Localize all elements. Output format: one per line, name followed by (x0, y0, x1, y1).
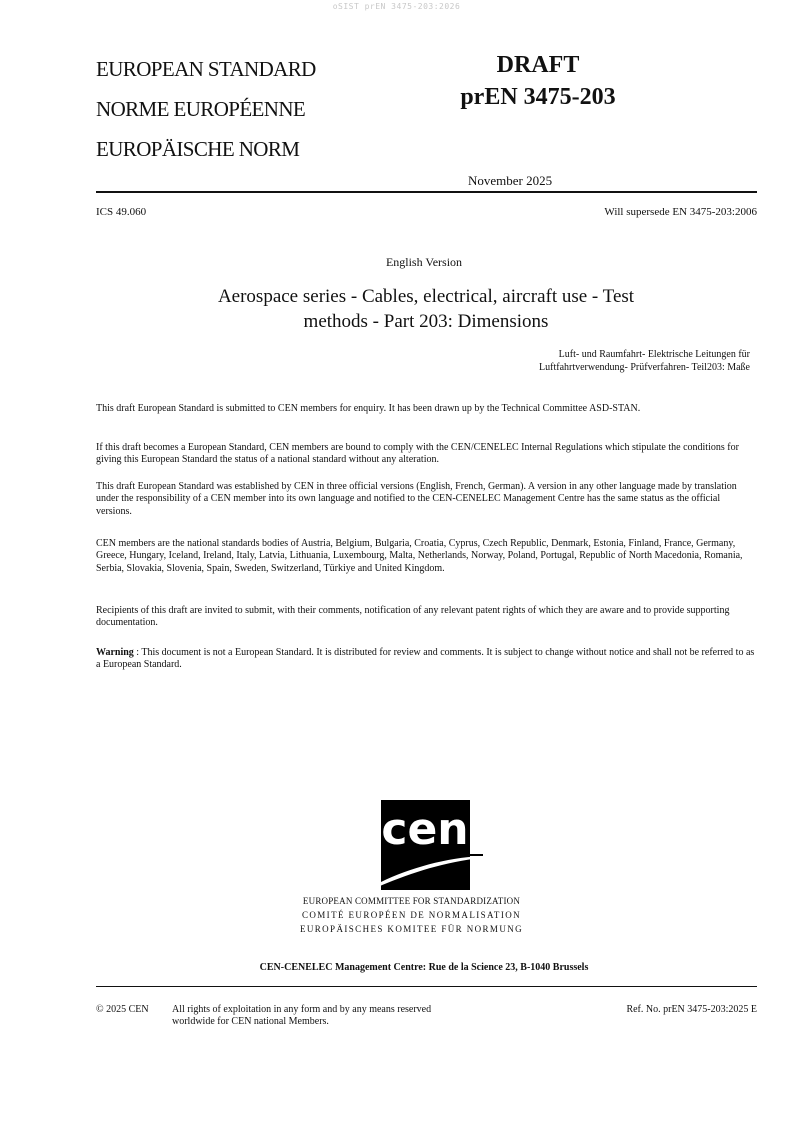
paragraph-patents: Recipients of this draft are invited to submit, with their comments, notification of any relevant patent rights of which they are aware and to provide supporting documentation. (96, 605, 730, 629)
standard-name-de: EUROPÄISCHE NORM (96, 137, 300, 161)
paragraph-members: CEN members are the national standards bodies of Austria, Belgium, Bulgaria, Croatia, Cyprus, Czech Republic, Denmark, Estonia, Finland, France, Germany, Greece, Hungary, Iceland, Ireland, Italy, Latvia, Lithuania, Luxembourg, Malta, Netherlands, Norway, Poland, Portugal, Republic of North Macedonia, Romania, Serbia, Slovakia, Slovenia, Spain, Sweden, Switzerland, Türkiye and United Kingdom. (96, 538, 743, 574)
committee-name-en: EUROPEAN COMMITTEE FOR STANDARDIZATION (302, 896, 521, 906)
rights-line-2: worldwide for CEN national Members. (172, 1016, 329, 1028)
standard-name-en: EUROPEAN STANDARD (96, 57, 316, 81)
german-title-line-1: Luft- und Raumfahrt- Elektrische Leitungen für (558, 349, 750, 360)
supersedes-note: Will supersede EN 3475-203:2006 (604, 206, 757, 218)
warning-text: : This document is not a European Standard. It is distributed for review and comments. It is subject to change without notice and shall not be referred to as a European Standard. (96, 647, 755, 671)
rights-statement (172, 1004, 431, 1029)
paragraph-versions: This draft European Standard was established by CEN in three official versions (English, French, German). A version in any other language made by translation under the responsibility of a CEN member into its own language and notified to the CEN-CENELEC Management Centre has the same status as the official versions. (96, 481, 737, 517)
management-centre-address: CEN-CENELEC Management Centre: Rue de la Science 23, B-1040 Brussels (259, 962, 589, 973)
warning-label: Warning (96, 647, 134, 658)
draft-label: DRAFT (496, 52, 580, 78)
ics-code: ICS 49.060 (96, 206, 147, 218)
publication-date: November 2025 (468, 173, 553, 188)
title-line-1: Aerospace series - Cables, electrical, aircraft use - Test (217, 286, 635, 307)
committee-name-fr: COMITÉ EUROPÉEN DE NORMALISATION (301, 910, 522, 920)
german-title-line-2: Luftfahrtverwendung- Prüfverfahren- Teil203: Maße (539, 362, 750, 373)
footer-rule (96, 986, 757, 987)
cen-logo (373, 800, 483, 890)
paragraph-warning (96, 647, 758, 672)
document-number: prEN 3475-203 (460, 84, 616, 110)
german-title (420, 348, 750, 374)
committee-name-de: EUROPÄISCHES KOMITEE FÜR NORMUNG (299, 924, 524, 934)
standard-name-fr: NORME EUROPÉENNE (96, 97, 306, 121)
rights-line-1: All rights of exploitation in any form and by any means reserved (172, 1004, 432, 1015)
language-version: English Version (385, 255, 463, 269)
cen-logo-text: cen (381, 804, 469, 855)
document-title (160, 284, 692, 334)
watermark: oSIST prEN 3475-203:2026 (332, 2, 461, 11)
paragraph-enquiry: This draft European Standard is submitted to CEN members for enquiry. It has been drawn up by the Technical Committee ASD-STAN. (96, 403, 641, 414)
copyright: © 2025 CEN (96, 1004, 149, 1015)
header-rule (96, 191, 757, 193)
title-line-2: methods - Part 203: Dimensions (303, 311, 549, 332)
reference-number: Ref. No. prEN 3475-203:2025 E (626, 1004, 757, 1015)
paragraph-regulations: If this draft becomes a European Standard, CEN members are bound to comply with the CEN/CENELEC Internal Regulations which stipulate the conditions for giving this European Standard the status of a national standard without any alteration. (96, 442, 739, 466)
